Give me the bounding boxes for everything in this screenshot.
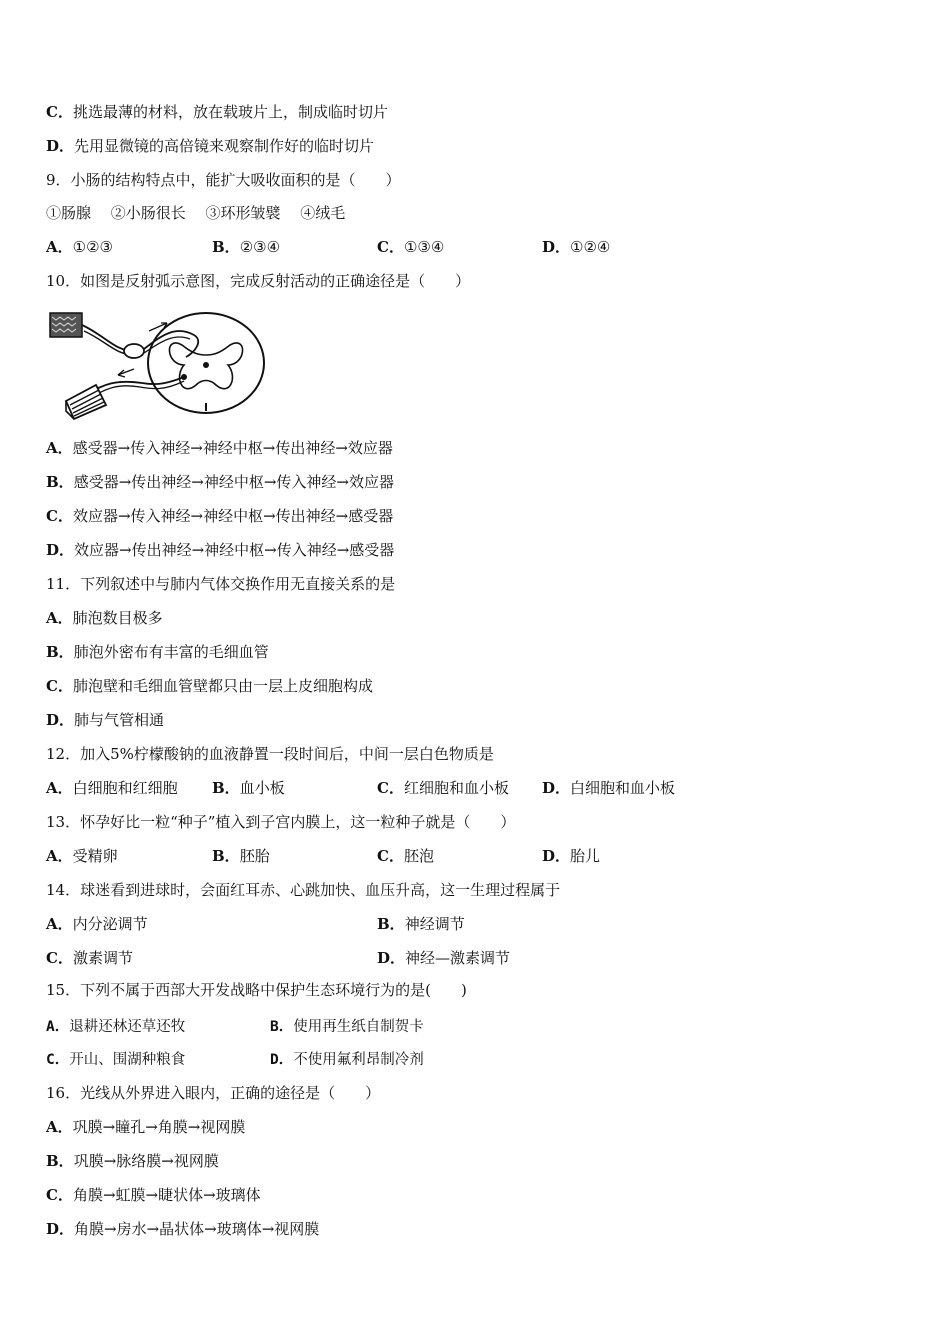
- q10-option-d: D．效应器→传出神经→神经中枢→传入神经→感受器: [46, 541, 395, 559]
- q15-option-c: C．开山、围湖种粮食: [46, 1052, 186, 1068]
- q9-option-c: C．①③④: [377, 238, 445, 256]
- q9-stem: 9．小肠的结构特点中，能扩大吸收面积的是（ ）: [46, 171, 401, 189]
- receptor-block: [50, 313, 82, 337]
- q11-option-c: C．肺泡壁和毛细血管壁都只由一层上皮细胞构成: [46, 677, 373, 695]
- q13-option-a: A．受精卵: [46, 847, 118, 865]
- effector-muscle: [66, 385, 106, 419]
- spinal-cord: [148, 313, 264, 413]
- q8-option-c: C．挑选最薄的材料，放在载玻片上，制成临时切片: [46, 103, 388, 121]
- q15-stem: 15．下列不属于西部大开发战略中保护生态环境行为的是( ): [46, 981, 467, 999]
- q9-option-d: D．①②④: [542, 238, 611, 256]
- q11-option-a: A．肺泡数目极多: [46, 609, 163, 627]
- q14-option-c: C．激素调节: [46, 949, 133, 967]
- q11-option-d: D．肺与气管相通: [46, 711, 165, 729]
- reflex-arc-figure: [44, 305, 270, 423]
- q14-option-b: B．神经调节: [377, 915, 465, 933]
- q12-option-c: C．红细胞和血小板: [377, 779, 509, 797]
- q10-stem: 10．如图是反射弧示意图，完成反射活动的正确途径是（ ）: [46, 272, 471, 290]
- q15-option-d: D．不使用氟利昂制冷剂: [270, 1052, 424, 1068]
- q12-option-b: B．血小板: [212, 779, 285, 797]
- q9-option-a: A．①②③: [46, 238, 113, 256]
- q13-option-c: C．胚泡: [377, 847, 434, 865]
- q16-option-a: A．巩膜→瞳孔→角膜→视网膜: [46, 1118, 246, 1136]
- q15-option-a: A．退耕还林还草还牧: [46, 1019, 186, 1035]
- q16-option-c: C．角膜→虹膜→睫状体→玻璃体: [46, 1186, 261, 1204]
- q10-option-a: A．感受器→传入神经→神经中枢→传出神经→效应器: [46, 439, 393, 457]
- q9-items: ①肠腺 ②小肠很长 ③环形皱襞 ④绒毛: [46, 204, 346, 222]
- q8-option-d: D．先用显微镜的高倍镜来观察制作好的临时切片: [46, 137, 375, 155]
- q14-option-d: D．神经—激素调节: [377, 949, 511, 967]
- q16-option-d: D．角膜→房水→晶状体→玻璃体→视网膜: [46, 1220, 320, 1238]
- q11-option-b: B．肺泡外密布有丰富的毛细血管: [46, 643, 269, 661]
- q13-option-d: D．胎儿: [542, 847, 601, 865]
- q12-stem: 12．加入5%柠檬酸钠的血液静置一段时间后，中间一层白色物质是: [46, 745, 494, 763]
- q12-option-a: A．白细胞和红细胞: [46, 779, 178, 797]
- q14-option-a: A．内分泌调节: [46, 915, 148, 933]
- q10-option-c: C．效应器→传入神经→神经中枢→传出神经→感受器: [46, 507, 394, 525]
- q16-stem: 16．光线从外界进入眼内，正确的途径是（ ）: [46, 1084, 381, 1102]
- q11-stem: 11．下列叙述中与肺内气体交换作用无直接关系的是: [46, 575, 396, 593]
- q15-option-b: B．使用再生纸自制贺卡: [270, 1019, 424, 1035]
- q13-option-b: B．胚胎: [212, 847, 270, 865]
- q10-option-b: B．感受器→传出神经→神经中枢→传入神经→效应器: [46, 473, 394, 491]
- q9-option-b: B．②③④: [212, 238, 281, 256]
- q12-option-d: D．白细胞和血小板: [542, 779, 676, 797]
- q16-option-b: B．巩膜→脉络膜→视网膜: [46, 1152, 219, 1170]
- q13-stem: 13．怀孕好比一粒“种子”植入到子宫内膜上，这一粒种子就是（ ）: [46, 813, 516, 831]
- q14-stem: 14．球迷看到进球时，会面红耳赤、心跳加快、血压升高，这一生理过程属于: [46, 881, 561, 899]
